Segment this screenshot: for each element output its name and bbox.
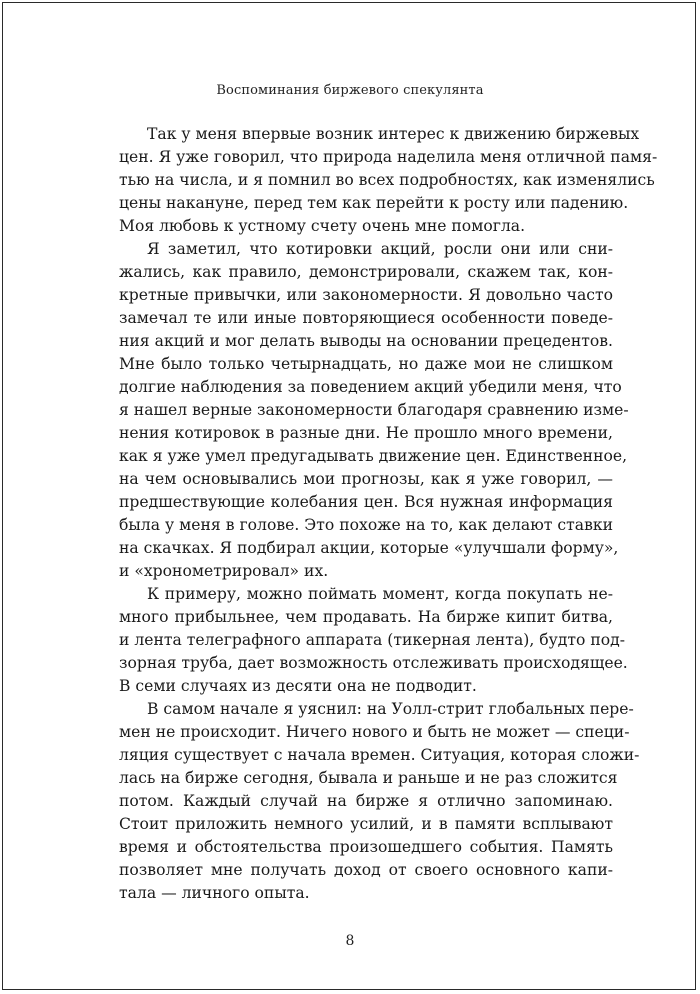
text-line: много прибыльнее, чем продавать. На бирже кипит битва, [119,608,613,626]
paragraph [119,698,640,905]
text-line: на чем основывались мои прогнозы, как я уже говорил, — [119,470,613,488]
page-number: 8 [345,933,355,949]
text-line: цен. Я уже говорил, что природа наделила меня отличной памя- [119,148,658,166]
text-line: зорная труба, дает возможность отслеживать происходящее. [119,654,628,672]
text-line: время и обстоятельства произошедшего события. Память [119,838,613,856]
text-line: замечал те или иные повторяющиеся особенности поведе- [119,309,613,327]
text-line: долгие наблюдения за поведением акций убедили меня, что [119,378,622,396]
text-line: на скачках. Я подбирал акции, которые «улучшали форму», [119,539,619,557]
text-line: ния акций и мог делать выводы на основании прецедентов. [119,332,613,350]
body-text [119,123,658,905]
text-line: позволяет мне получать доход от своего основного капи- [119,861,613,879]
text-line: и лента телеграфного аппарата (тикерная лента), будто под- [119,631,626,649]
text-line: лась на бирже сегодня, бывала и раньше и не раз сложится [119,769,618,787]
text-line: В самом начале я уяснил: на Уолл-стрит глобальных пере- [147,700,634,718]
text-line: и «хронометрировал» их. [119,562,329,580]
text-line: ляция существует с начала времен. Ситуация, которая сложи- [119,746,640,764]
text-line: Моя любовь к устному счету очень мне помогла. [119,217,526,235]
book-page [2,2,696,990]
text-line: потом. Каждый случай на бирже я отлично запоминаю. [119,792,613,810]
running-title: Воспоминания биржевого спекулянта [216,83,484,98]
text-line: предшествующие колебания цен. Вся нужная информация [119,493,613,511]
text-line: нения котировок в разные дни. Не прошло много времени, [119,424,613,442]
text-line: мен не происходит. Ничего нового и быть не может — специ- [119,723,630,741]
text-line: В семи случаях из десяти она не подводит. [119,677,477,695]
paragraph [119,583,628,698]
text-line: Так у меня впервые возник интерес к движению биржевых [147,125,640,143]
text-line: Мне было только четырнадцать, но даже мои не слишком [119,355,613,373]
text-line: Я заметил, что котировки акций, росли они или сни- [147,240,613,258]
paragraph [119,238,629,583]
text-line: К примеру, можно поймать момент, когда покупать не- [147,585,613,603]
text-line: тью на числа, и я помнил во всех подробностях, как изменялись [119,171,655,189]
text-line: цены накануне, перед тем как перейти к росту или падению. [119,194,629,212]
paragraph [119,123,658,238]
text-line: как я уже умел предугадывать движение цен. Единственное, [119,447,628,465]
text-line: Стоит приложить немного усилий, и в памяти всплывают [119,815,613,833]
text-line: я нашел верные закономерности благодаря сравнению изме- [119,401,629,419]
text-line: кретные привычки, или закономерности. Я довольно часто [119,286,613,304]
text-line: жались, как правило, демонстрировали, скажем так, кон- [119,263,613,281]
text-line: была у меня в голове. Это похоже на то, как делают ставки [119,516,613,534]
text-line: тала — личного опыта. [119,884,310,902]
